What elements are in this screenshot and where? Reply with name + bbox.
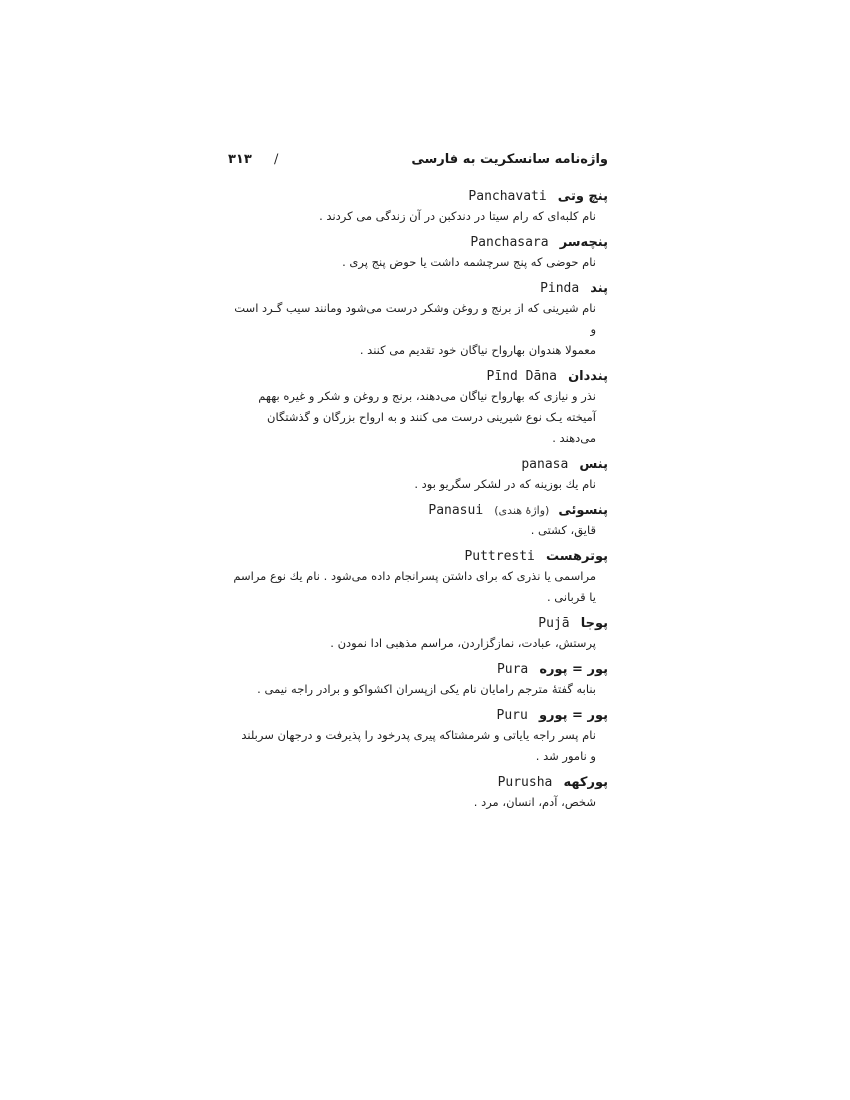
- entry-headline: [226, 184, 608, 206]
- definition-line: یا قربانی .: [546, 590, 596, 604]
- page-number: ۳۱۳: [228, 152, 252, 167]
- definition-line: شخص، آدم، انسان، مرد .: [473, 795, 596, 809]
- entry-headline: [226, 544, 608, 566]
- entry-headline: [226, 657, 608, 679]
- definition-line: نام حوضی که پنج سرچشمه داشت یا حوض پنج پری .: [342, 255, 596, 269]
- entry-definition: [226, 679, 608, 700]
- definition-line: بنابه گفتهٔ مترجم رامایان نام یکی ازپسران اکشواکو و برادر راجه نیمی .: [257, 682, 596, 696]
- entry-latin-term: Panasui: [428, 503, 484, 518]
- entry-persian-term: پنچه‌سر: [559, 235, 608, 250]
- entry-persian-term: پنس: [579, 457, 608, 472]
- entry-definition: [226, 520, 608, 541]
- entry-latin-term: Pīnd Dāna: [486, 369, 557, 384]
- header-title: واژه‌نامه سانسکریت به فارسی: [411, 152, 608, 167]
- definition-line: نام شیرینی که از برنج و روغن وشکر درست می‌شود ومانند سیب گـرد است و: [234, 301, 596, 336]
- entry-definition: [226, 474, 608, 495]
- entry-definition: [226, 386, 608, 449]
- entry-persian-term: پورکهه: [563, 775, 608, 790]
- definition-line: نام پسر راجه یایاتی و شرمشتاکه پیری پدرخود را پذیرفت و درجهان سربلند: [241, 728, 596, 742]
- entry-definition: [226, 725, 608, 767]
- entry-latin-term: Pujā: [538, 616, 570, 631]
- glossary-entry: [226, 452, 608, 495]
- entry-latin-term: Pura: [496, 662, 529, 677]
- entry-headline: [226, 498, 608, 520]
- glossary-entry: [226, 770, 608, 813]
- header-separator: /: [274, 152, 279, 167]
- entry-persian-term: پور = پوره: [539, 662, 608, 677]
- entry-persian-term: پوجا: [580, 616, 608, 631]
- entry-headline: [226, 611, 608, 633]
- definition-line: قایق، کشتی .: [530, 523, 596, 537]
- definition-line: آمیخته یـک نوع شیرینی درست می کنند و به ارواح بزرگان و گذشتگان: [267, 410, 596, 424]
- entry-headline: [226, 770, 608, 792]
- entry-persian-term: پنددان: [568, 369, 608, 384]
- glossary-entry: [226, 544, 608, 608]
- entry-persian-term: پور = پورو: [538, 708, 608, 723]
- entry-persian-term: پنسوئی: [558, 503, 608, 518]
- glossary-entries: [226, 184, 608, 816]
- entry-headline: [226, 276, 608, 298]
- entry-definition: [226, 633, 608, 654]
- entry-definition: [226, 566, 608, 608]
- entry-headline: [226, 452, 608, 474]
- entry-headline: [226, 703, 608, 725]
- definition-line: می‌دهند .: [552, 431, 596, 445]
- definition-line: معمولا هندوان بهارواح نیاگان خود تقدیم می کنند .: [359, 343, 596, 357]
- definition-line: نام کلبه‌ای که رام سیتا در دندکبن در آن زندگی می کردند .: [319, 209, 596, 223]
- definition-line: مراسمی یا نذری که برای داشتن پسرانجام داده می‌شود . نام یك نوع مراسم: [233, 569, 596, 583]
- entry-latin-term: Puru: [496, 708, 528, 723]
- entry-persian-term: پوترهست: [545, 549, 608, 564]
- entry-origin-note: (واژهٔ هندی): [494, 504, 550, 517]
- definition-line: نام یك بوزینه که در لشکر سگریو بود .: [414, 477, 596, 491]
- glossary-entry: [226, 230, 608, 273]
- running-header: [228, 152, 608, 174]
- glossary-entry: [226, 498, 608, 541]
- definition-line: نذر و نیازی که بهارواح نیاگان می‌دهند، برنج و روغن و شکر و غیره بههم: [258, 389, 596, 403]
- entry-latin-term: panasa: [521, 457, 569, 472]
- glossary-entry: [226, 657, 608, 700]
- entry-definition: [226, 206, 608, 227]
- glossary-entry: [226, 703, 608, 767]
- entry-headline: [226, 364, 608, 386]
- definition-line: و نامور شد .: [535, 749, 596, 763]
- entry-headline: [226, 230, 608, 252]
- glossary-entry: [226, 184, 608, 227]
- entry-definition: [226, 792, 608, 813]
- entry-definition: [226, 298, 608, 361]
- entry-latin-term: Puttresti: [464, 549, 535, 564]
- glossary-entry: [226, 364, 608, 449]
- entry-persian-term: پنچ وتی: [557, 189, 608, 204]
- definition-line: پرستش، عبادت، نمازگزاردن، مراسم مذهبی ادا نمودن .: [330, 636, 596, 650]
- entry-latin-term: Panchasara: [470, 235, 549, 250]
- entry-latin-term: Panchavati: [468, 189, 547, 204]
- glossary-entry: [226, 276, 608, 361]
- entry-persian-term: پند: [590, 281, 608, 296]
- glossary-entry: [226, 611, 608, 654]
- entry-latin-term: Pinda: [540, 281, 580, 296]
- entry-latin-term: Purusha: [497, 775, 553, 790]
- entry-definition: [226, 252, 608, 273]
